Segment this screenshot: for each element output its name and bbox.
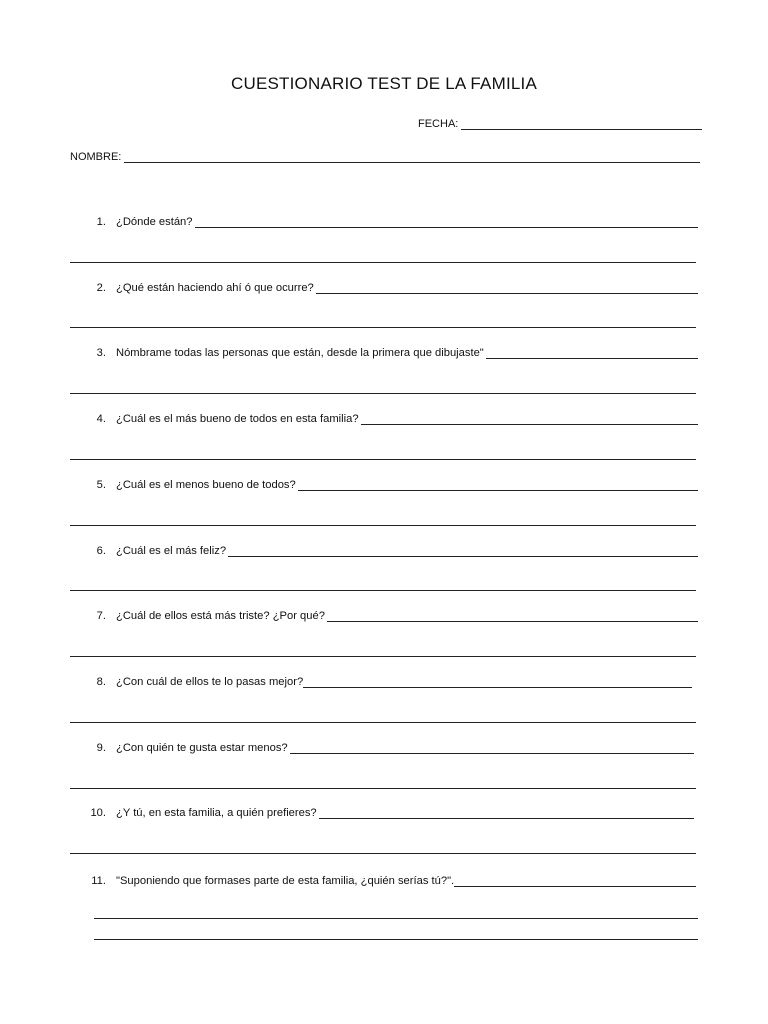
question-number: 5.	[96, 479, 106, 491]
question-2-extra-line[interactable]	[70, 327, 696, 328]
question-7-answer-line[interactable]	[327, 620, 698, 622]
question-8-extra-line[interactable]	[70, 722, 696, 723]
question-11-extra-line-1[interactable]	[94, 918, 698, 919]
question-11-extra-line-2[interactable]	[94, 939, 698, 940]
question-text: ¿Qué están haciendo ahí ó que ocurre?	[116, 282, 314, 294]
question-number: 3.	[96, 347, 106, 359]
question-number: 8.	[96, 676, 106, 688]
question-3-answer-line[interactable]	[486, 357, 698, 359]
question-6	[70, 545, 698, 558]
question-4-answer-line[interactable]	[361, 423, 698, 425]
question-8	[70, 676, 692, 689]
question-9	[70, 742, 694, 755]
question-7	[70, 610, 698, 623]
question-number: 10.	[90, 807, 106, 819]
question-text: ¿Dónde están?	[116, 216, 193, 228]
question-2-answer-line[interactable]	[316, 292, 698, 294]
fecha-answer-line[interactable]	[461, 128, 702, 130]
question-10-answer-line[interactable]	[319, 817, 694, 819]
question-8-answer-line[interactable]	[303, 686, 692, 688]
question-number: 6.	[96, 545, 106, 557]
question-10	[70, 807, 694, 820]
question-text: ¿Cuál es el más feliz?	[116, 545, 227, 557]
question-10-extra-line[interactable]	[70, 853, 696, 854]
question-4	[70, 413, 698, 426]
question-text: Nómbrame todas las personas que están, desde la primera que dibujaste"	[116, 347, 484, 359]
question-6-extra-line[interactable]	[70, 590, 696, 591]
question-text: ¿Y tú, en esta familia, a quién prefieres?	[116, 807, 317, 819]
question-1-answer-line[interactable]	[195, 226, 699, 228]
question-text: "Suponiendo que formases parte de esta familia, ¿quién serías tú?".	[116, 875, 455, 887]
question-1-extra-line[interactable]	[70, 262, 696, 263]
page-title: CUESTIONARIO TEST DE LA FAMILIA	[231, 74, 537, 93]
fecha-field[interactable]	[418, 118, 702, 131]
question-5	[70, 479, 698, 492]
question-4-extra-line[interactable]	[70, 459, 696, 460]
question-number: 9.	[96, 742, 106, 754]
question-number: 11.	[91, 875, 106, 887]
question-3-extra-line[interactable]	[70, 393, 696, 394]
question-11-answer-line[interactable]	[454, 885, 696, 887]
question-text: ¿Con quién te gusta estar menos?	[116, 742, 288, 754]
question-number: 7.	[96, 610, 106, 622]
nombre-label: NOMBRE:	[70, 151, 122, 163]
question-text: ¿Cuál es el más bueno de todos en esta familia?	[116, 413, 359, 425]
question-text: ¿Cuál de ellos está más triste? ¿Por qué?	[116, 610, 325, 622]
question-9-answer-line[interactable]	[290, 752, 694, 754]
question-number: 1.	[96, 216, 106, 228]
question-6-answer-line[interactable]	[228, 555, 698, 557]
nombre-field[interactable]	[70, 151, 700, 164]
question-11	[70, 875, 696, 888]
question-3	[70, 347, 698, 360]
question-number: 4.	[96, 413, 106, 425]
question-1	[70, 216, 698, 229]
question-text: ¿Con cuál de ellos te lo pasas mejor?	[116, 676, 304, 688]
question-2	[70, 282, 698, 295]
fecha-label: FECHA:	[418, 118, 459, 130]
question-9-extra-line[interactable]	[70, 788, 696, 789]
question-5-answer-line[interactable]	[298, 489, 698, 491]
question-number: 2.	[96, 282, 106, 294]
question-5-extra-line[interactable]	[70, 525, 696, 526]
nombre-answer-line[interactable]	[124, 161, 700, 163]
question-7-extra-line[interactable]	[70, 656, 696, 657]
question-text: ¿Cuál es el menos bueno de todos?	[116, 479, 296, 491]
